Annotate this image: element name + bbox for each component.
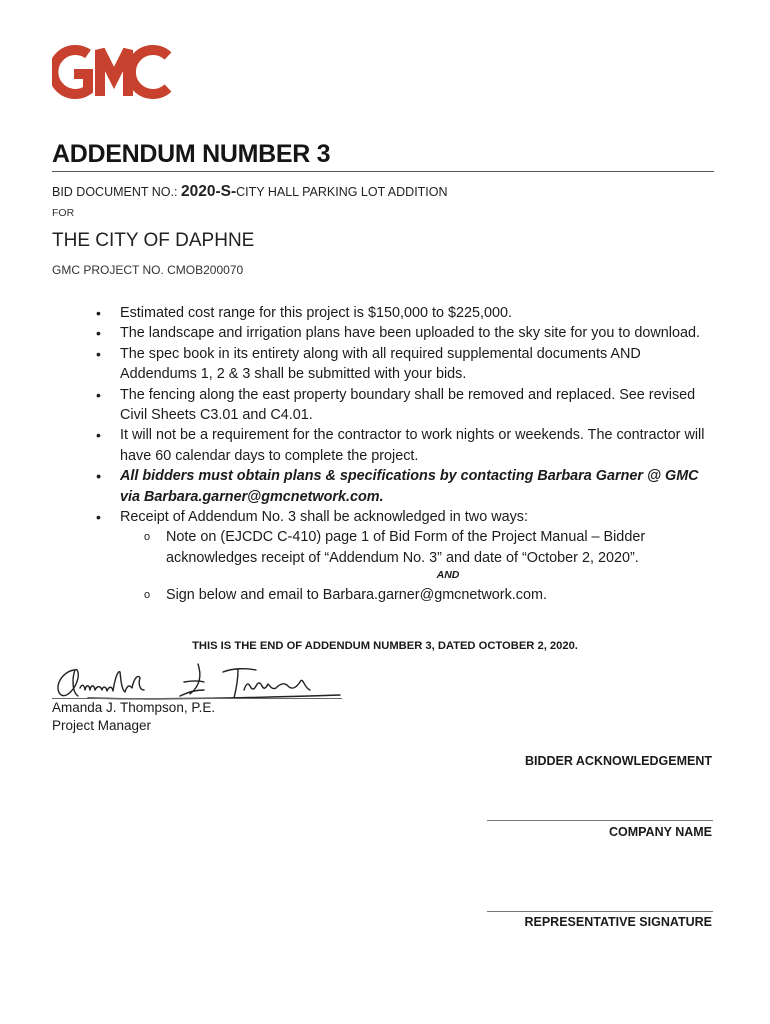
document-title: ADDENDUM NUMBER 3: [52, 140, 331, 168]
bullet-item: • The landscape and irrigation plans have been uploaded to the sky site for you to download.: [96, 323, 716, 343]
bullet-item: • Estimated cost range for this project is $150,000 to $225,000.: [96, 303, 716, 323]
signer-title: Project Manager: [52, 718, 152, 733]
representative-signature-line[interactable]: [487, 911, 713, 912]
sub-item: o Sign below and email to Barbara.garner@gmcnetwork.com.: [120, 585, 716, 605]
bullet-item-text: Receipt of Addendum No. 3 shall be acknowledged in two ways:: [120, 509, 528, 526]
end-of-addendum: THIS IS THE END OF ADDENDUM NUMBER 3, DATED OCTOBER 2, 2020.: [192, 640, 578, 652]
sub-item: o Note on (EJCDC C-410) page 1 of Bid Form of the Project Manual – Bidder acknowledges receipt of “Addendum No. 3” and date of “October 2, 2020”.: [120, 527, 716, 568]
bullet-item: • The fencing along the east property boundary shall be removed and replaced. See revised Civil Sheets C3.01 and C4.01.: [96, 385, 716, 426]
signer-name: Amanda J. Thompson, P.E.: [52, 700, 216, 715]
gmc-logo: [52, 44, 174, 100]
project-number: GMC PROJECT NO. CMOB200070: [52, 263, 244, 277]
title-divider: [52, 171, 714, 172]
company-name-label: COMPANY NAME: [608, 825, 712, 839]
addendum-items: [96, 303, 716, 606]
acknowledgement-methods: [120, 527, 716, 568]
bullet-item-acknowledgement: [96, 507, 716, 606]
bullet-item-emphasis: • All bidders must obtain plans & specifications by contacting Barbara Garner @ GMC via Barbara.garner@gmcnetwork.com.: [96, 466, 716, 507]
bid-document-name: CITY HALL PARKING LOT ADDITION: [236, 185, 448, 199]
bid-document-label: BID DOCUMENT NO.:: [52, 185, 178, 199]
bullet-item: • It will not be a requirement for the contractor to work nights or weekends. The contractor will have 60 calendar days to complete the project.: [96, 425, 716, 466]
bid-document-number: 2020-S-: [180, 183, 237, 200]
city-name: THE CITY OF DAPHNE: [52, 230, 255, 251]
and-label: AND: [436, 569, 460, 582]
bid-document-line: [52, 183, 448, 201]
bullet-item: • The spec book in its entirety along with all required supplemental documents AND Addendums 1, 2 & 3 shall be submitted with your bids.: [96, 344, 716, 385]
bidder-acknowledgement-heading: BIDDER ACKNOWLEDGEMENT: [524, 754, 712, 768]
signature-line: [52, 698, 342, 699]
company-name-line[interactable]: [487, 820, 713, 821]
for-label: FOR: [52, 207, 75, 219]
acknowledgement-methods-2: [120, 585, 716, 605]
representative-signature-label: REPRESENTATIVE SIGNATURE: [524, 915, 712, 929]
